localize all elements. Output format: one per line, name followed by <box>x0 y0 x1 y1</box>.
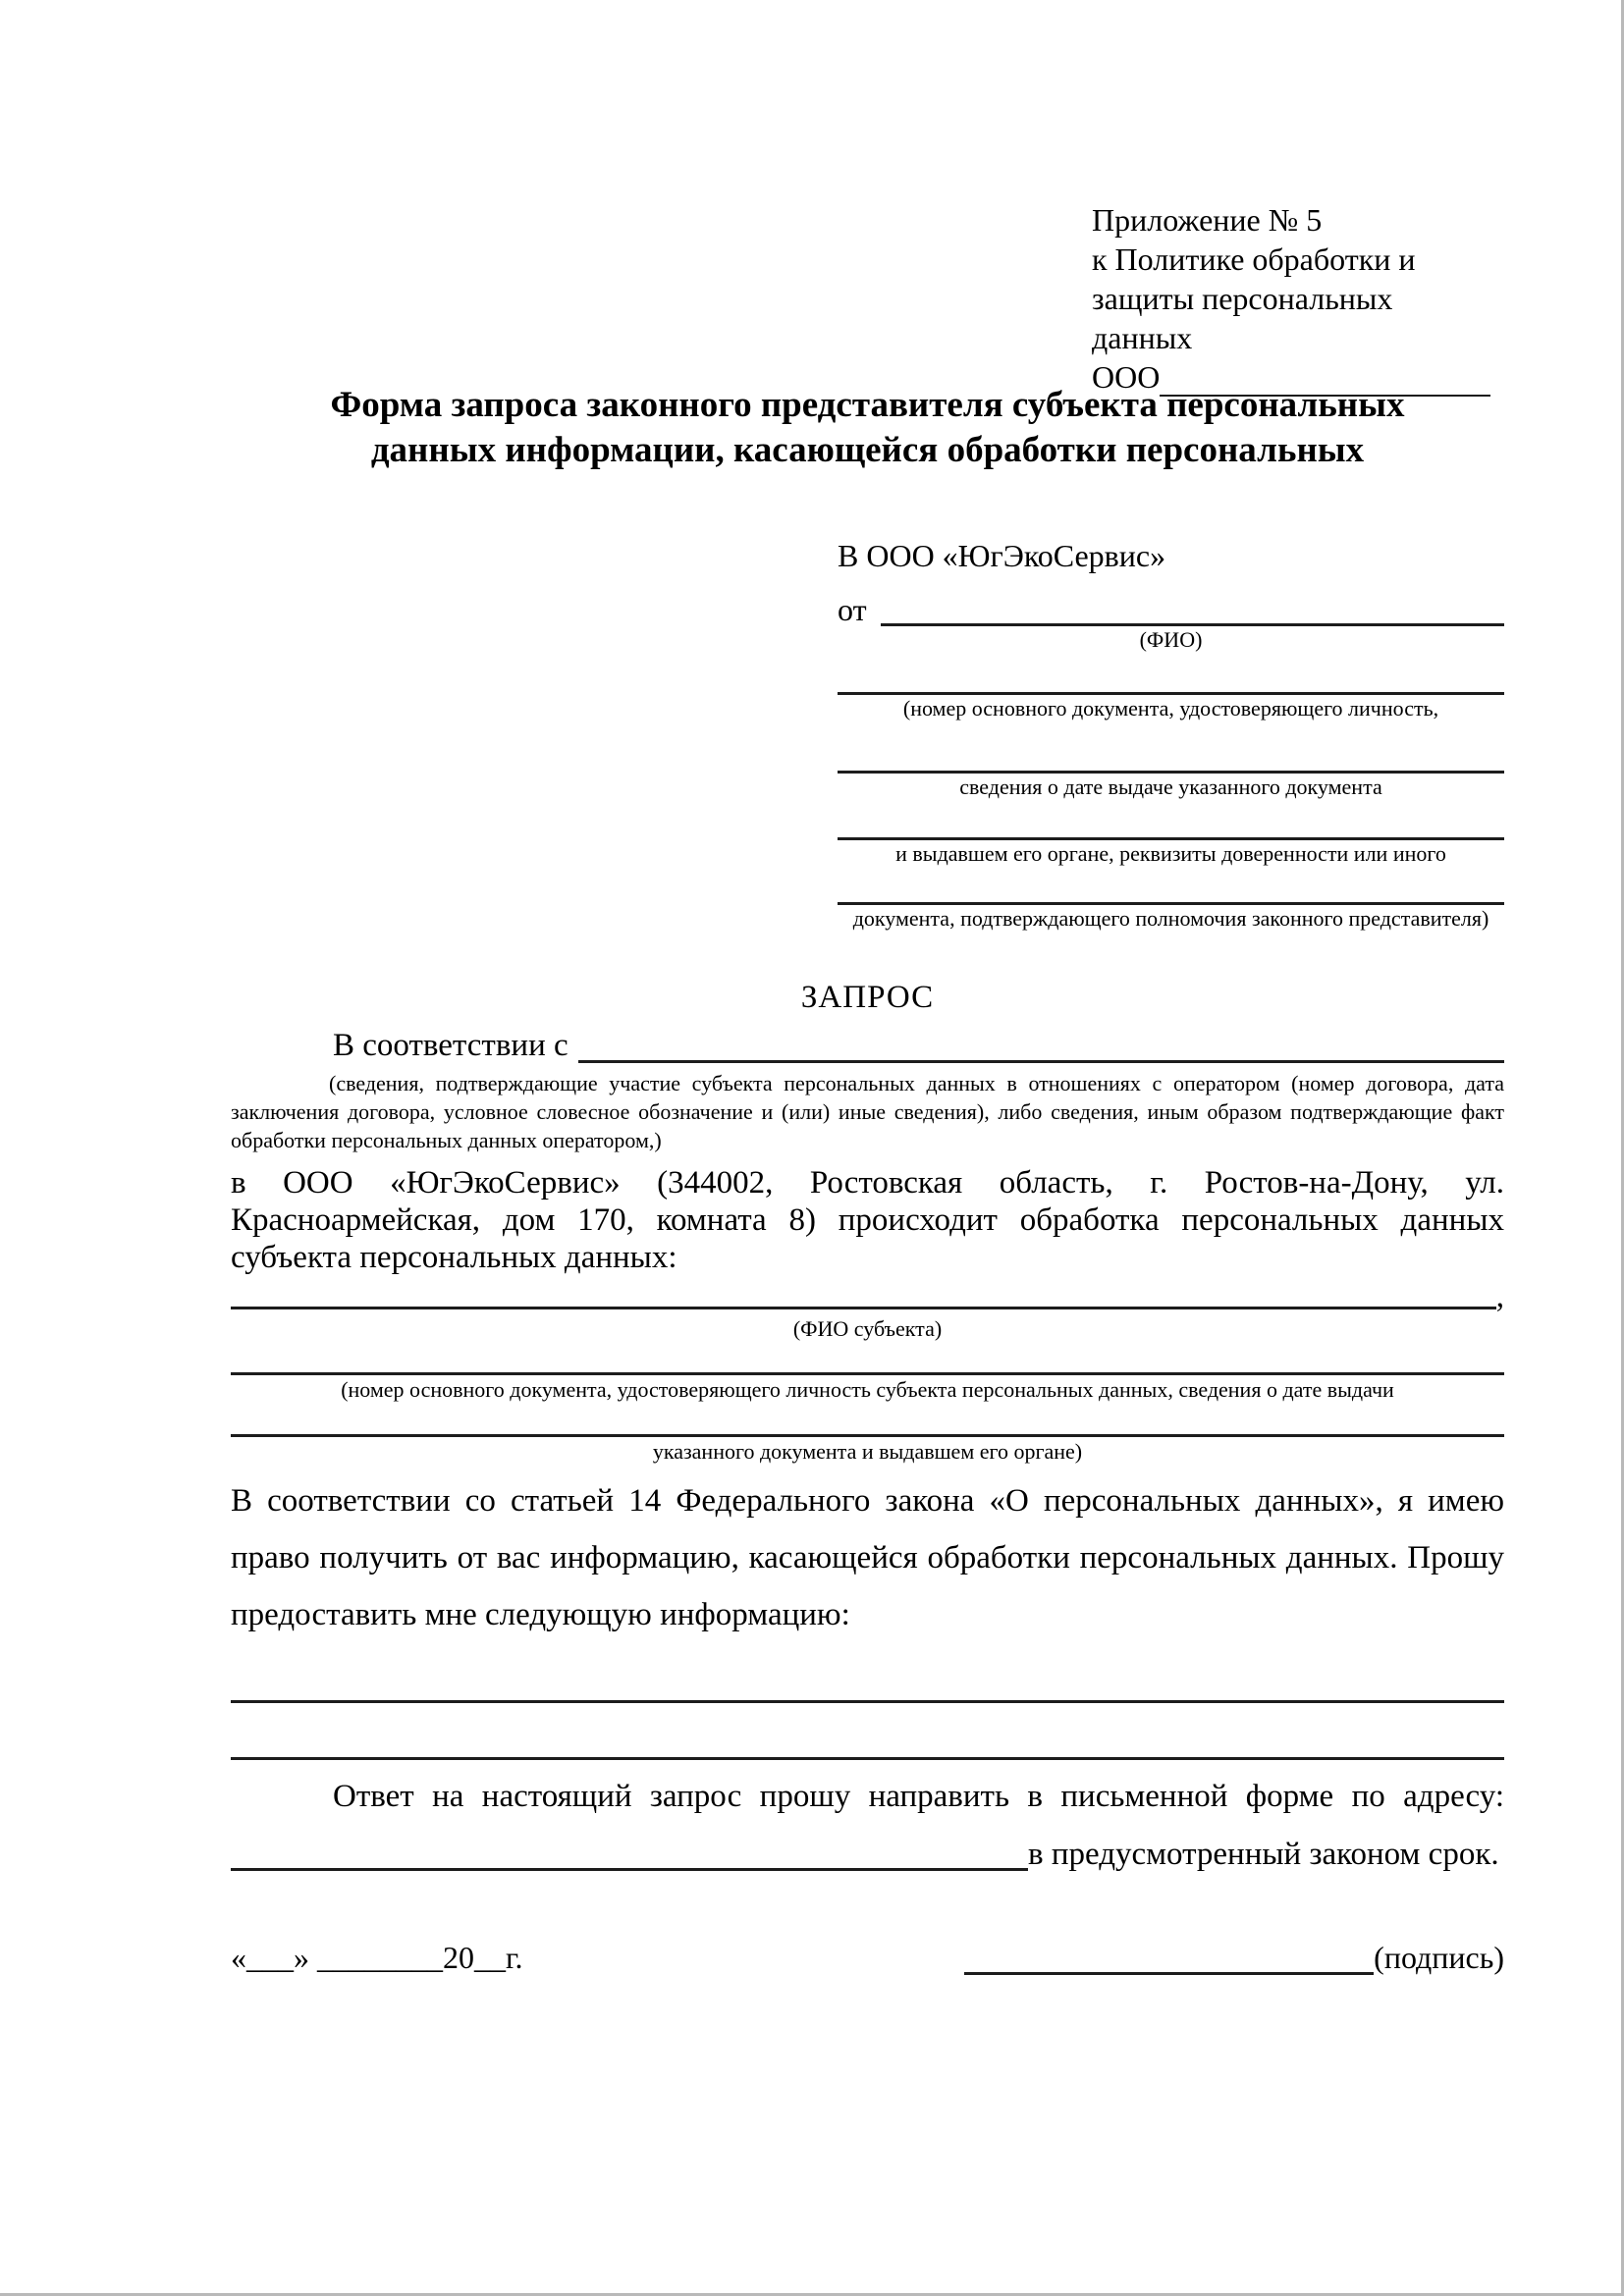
subject-doc-caption-1: (номер основного документа, удостоверяющего личность субъекта персональных данных, сведения о дате выдачи <box>341 1377 1394 1402</box>
answer-paragraph: Ответ на настоящий запрос прошу направить в письменной форме по адресу: <box>333 1779 1504 1814</box>
subject-doc-blank-line-2 <box>231 1404 1504 1437</box>
from-label: от <box>838 592 867 627</box>
subject-doc-caption-2: указанного документа и выдавшем его органе) <box>652 1439 1083 1464</box>
addressee-block <box>838 536 1504 932</box>
title-line-2: данных информации, касающейся обработки персональных <box>370 430 1365 470</box>
title-line-1: Форма запроса законного представителя субъекта персональных <box>330 385 1405 425</box>
operator-paragraph: в ООО «ЮгЭкоСервис» (344002, Ростовская область, г. Ростов-на-Дону, ул. Красноармейская, дом 170, комната 8) происходит обработка персональных данных субъекта персональных данных: <box>231 1165 1504 1275</box>
subject-doc-blank-line-1 <box>231 1343 1504 1375</box>
law-paragraph: В соответствии со статьей 14 Федерального закона «О персональных данных», я имею право получить от вас информацию, касающейся обработки персональных данных. Прошу предоставить мне следующую информацию: <box>231 1483 1504 1632</box>
representative-doc-blank-line-3 <box>838 800 1504 840</box>
signature-blank-line <box>964 1939 1374 1975</box>
representative-doc-caption-2: сведения о дате выдаче указанного документа <box>959 774 1382 799</box>
representative-doc-caption-1: (номер основного документа, удостоверяющего личность, <box>902 696 1439 721</box>
representative-doc-blank-line-2 <box>838 721 1504 774</box>
appendix-line-3: защиты персональных данных <box>1092 281 1393 355</box>
information-blank-line-2 <box>231 1713 1504 1760</box>
addressee-to: В ООО «ЮгЭкоСервис» <box>838 538 1166 573</box>
footer-row <box>231 1936 1504 1975</box>
representative-doc-caption-4: документа, подтверждающего полномочия законного представителя) <box>852 906 1489 931</box>
representative-doc-blank-line-1 <box>838 653 1504 695</box>
appendix-line-1: Приложение № 5 <box>1092 202 1323 238</box>
subject-fio-blank-line <box>231 1307 1496 1309</box>
from-row <box>838 589 1504 626</box>
ooo-label: ООО <box>1092 359 1161 395</box>
date-line: «___» ________20__г. <box>231 1940 523 1975</box>
subject-fio-comma: , <box>1495 1279 1504 1314</box>
request-heading: ЗАПРОС <box>800 980 935 1015</box>
subject-fio-row <box>231 1276 1504 1314</box>
accordance-row <box>231 1029 1504 1063</box>
answer-address-blank-line <box>231 1868 1028 1871</box>
document-title <box>231 383 1504 473</box>
appendix-line-2: к Политике обработки и <box>1092 241 1416 277</box>
answer-tail-text: в предусмотренный законом срок. <box>1028 1837 1499 1872</box>
signature-group <box>964 1939 1504 1975</box>
appendix-header <box>1092 200 1490 397</box>
subject-fio-caption: (ФИО субъекта) <box>792 1316 943 1341</box>
representative-doc-caption-3: и выдавшем его органе, реквизиты доверенности или иного <box>895 841 1446 866</box>
accordance-label: В соответствии с <box>333 1028 568 1063</box>
fio-caption: (ФИО) <box>1139 627 1203 652</box>
accordance-blank-line <box>578 1060 1504 1063</box>
information-blank-line-1 <box>231 1659 1504 1703</box>
accordance-fine-print: (сведения, подтверждающие участие субъекта персональных данных в отношениях с оператором (номер договора, дата заключения договора, условное словесное обозначение и (или) иные сведения), либо сведения, иным образом подтверждающие факт обработки персональных данных оператором,) <box>231 1071 1504 1152</box>
answer-address-row <box>231 1836 1504 1871</box>
signature-caption: (подпись) <box>1374 1940 1504 1975</box>
representative-doc-blank-line-4 <box>838 867 1504 905</box>
